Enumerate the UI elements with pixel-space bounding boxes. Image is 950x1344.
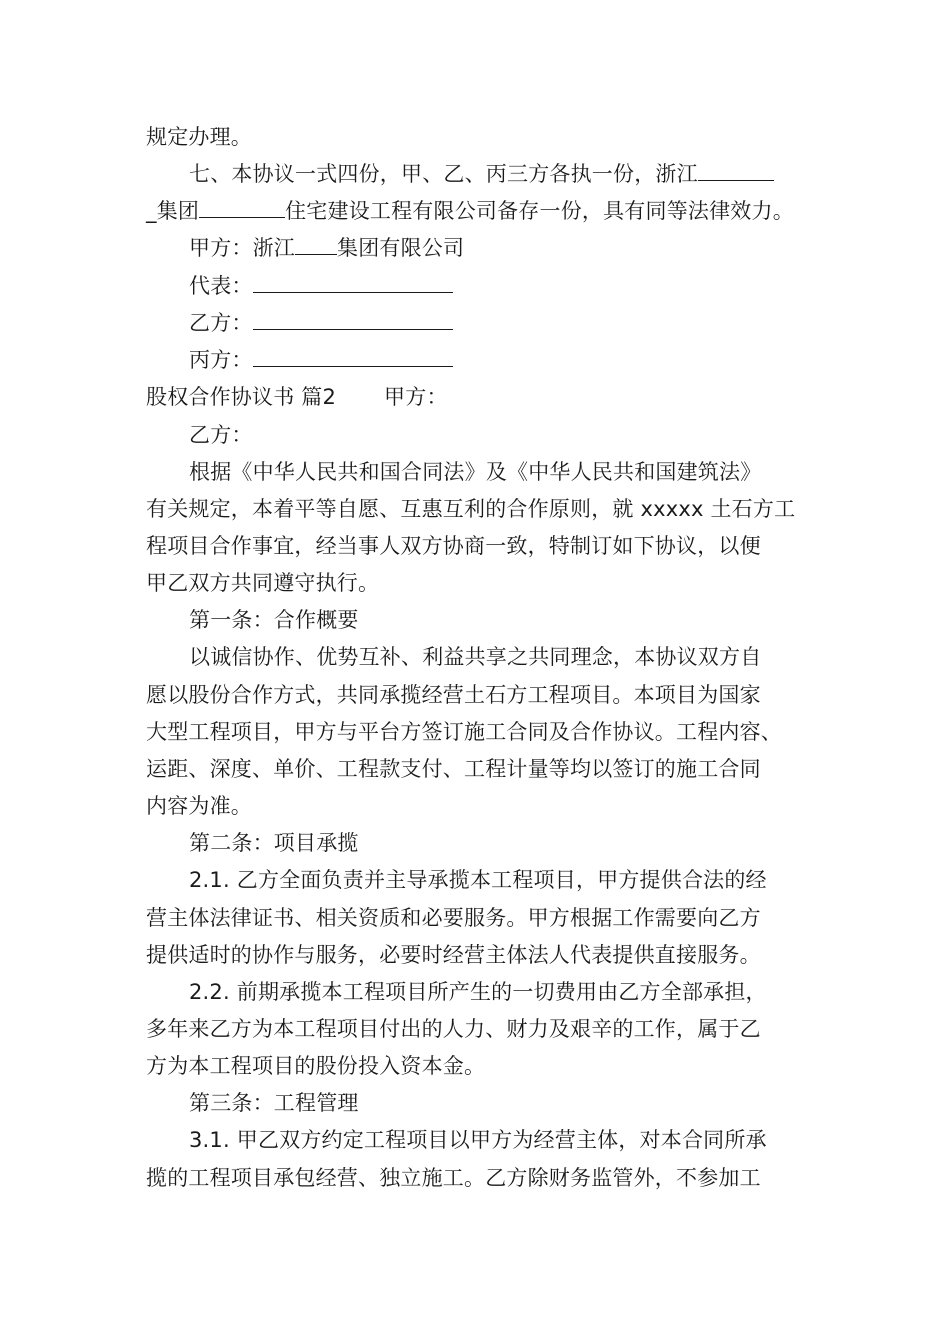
text-line: 大型工程项目，甲方与平台方签订施工合同及合作协议。工程内容、 xyxy=(146,720,782,744)
party-c-label: 丙方： xyxy=(189,348,253,372)
document-title: 股权合作协议书 篇2 xyxy=(146,385,337,409)
text-line: 运距、深度、单价、工程款支付、工程计量等均以签订的施工合同 xyxy=(146,757,761,781)
party-b-label: 乙方： xyxy=(189,311,253,335)
fill-blank xyxy=(199,197,285,218)
text-line: 营主体法律证书、相关资质和必要服务。甲方根据工作需要向乙方 xyxy=(146,906,761,930)
company-text: 住宅建设工程有限公司备存一份，具有同等法律效力。 xyxy=(285,199,794,223)
text-line: 甲乙双方共同遵守执行。 xyxy=(146,571,380,595)
text-line: 内容为准。 xyxy=(146,794,252,818)
signature-blank xyxy=(253,309,453,330)
signature-party-a xyxy=(189,233,464,263)
fill-blank xyxy=(295,234,337,255)
text-line: 根据《中华人民共和国合同法》及《中华人民共和国建筑法》 xyxy=(189,460,762,484)
text-line: 2.1. 乙方全面负责并主导承揽本工程项目，甲方提供合法的经 xyxy=(189,868,767,892)
party-a-label: 甲方： xyxy=(384,385,448,409)
article-heading: 第三条：工程管理 xyxy=(189,1091,359,1115)
text-line: 程项目合作事宜，经当事人双方协商一致，特制订如下协议，以便 xyxy=(146,534,761,558)
signature-blank xyxy=(253,346,453,367)
text-line: 以诚信协作、优势互补、利益共享之共同理念，本协议双方自 xyxy=(189,645,762,669)
fill-blank xyxy=(698,160,774,181)
representative-label: 代表： xyxy=(189,274,253,298)
text-line: 愿以股份合作方式，共同承揽经营土石方工程项目。本项目为国家 xyxy=(146,683,761,707)
text-line: 方为本工程项目的股份投入资本金。 xyxy=(146,1054,486,1078)
text-line: 规定办理。 xyxy=(146,125,252,149)
clause-7-text: 七、本协议一式四份，甲、乙、丙三方各执一份，浙江 xyxy=(189,162,698,186)
text-line: 有关规定，本着平等自愿、互惠互利的合作原则，就 xxxxx 土石方工 xyxy=(146,497,796,521)
text-line: 2.2. 前期承揽本工程项目所产生的一切费用由乙方全部承担， xyxy=(189,980,767,1004)
article-heading: 第二条：项目承揽 xyxy=(189,831,359,855)
group-text: _集团 xyxy=(146,199,200,223)
party-a-label: 甲方：浙江 xyxy=(189,236,295,260)
section-heading xyxy=(146,382,448,412)
party-a-company: 集团有限公司 xyxy=(337,236,465,260)
signature-blank xyxy=(253,272,453,293)
signature-representative xyxy=(189,271,453,301)
text-line xyxy=(146,196,794,226)
signature-party-c xyxy=(189,345,453,375)
text-line: 多年来乙方为本工程项目付出的人力、财力及艰辛的工作，属于乙 xyxy=(146,1017,761,1041)
article-heading: 第一条：合作概要 xyxy=(189,608,359,632)
signature-party-b xyxy=(189,308,453,338)
text-line: 提供适时的协作与服务，必要时经营主体法人代表提供直接服务。 xyxy=(146,943,761,967)
text-line: 乙方： xyxy=(189,423,253,447)
text-line xyxy=(189,159,774,189)
text-line: 揽的工程项目承包经营、独立施工。乙方除财务监管外，不参加工 xyxy=(146,1166,761,1190)
text-line: 3.1. 甲乙双方约定工程项目以甲方为经营主体，对本合同所承 xyxy=(189,1128,767,1152)
